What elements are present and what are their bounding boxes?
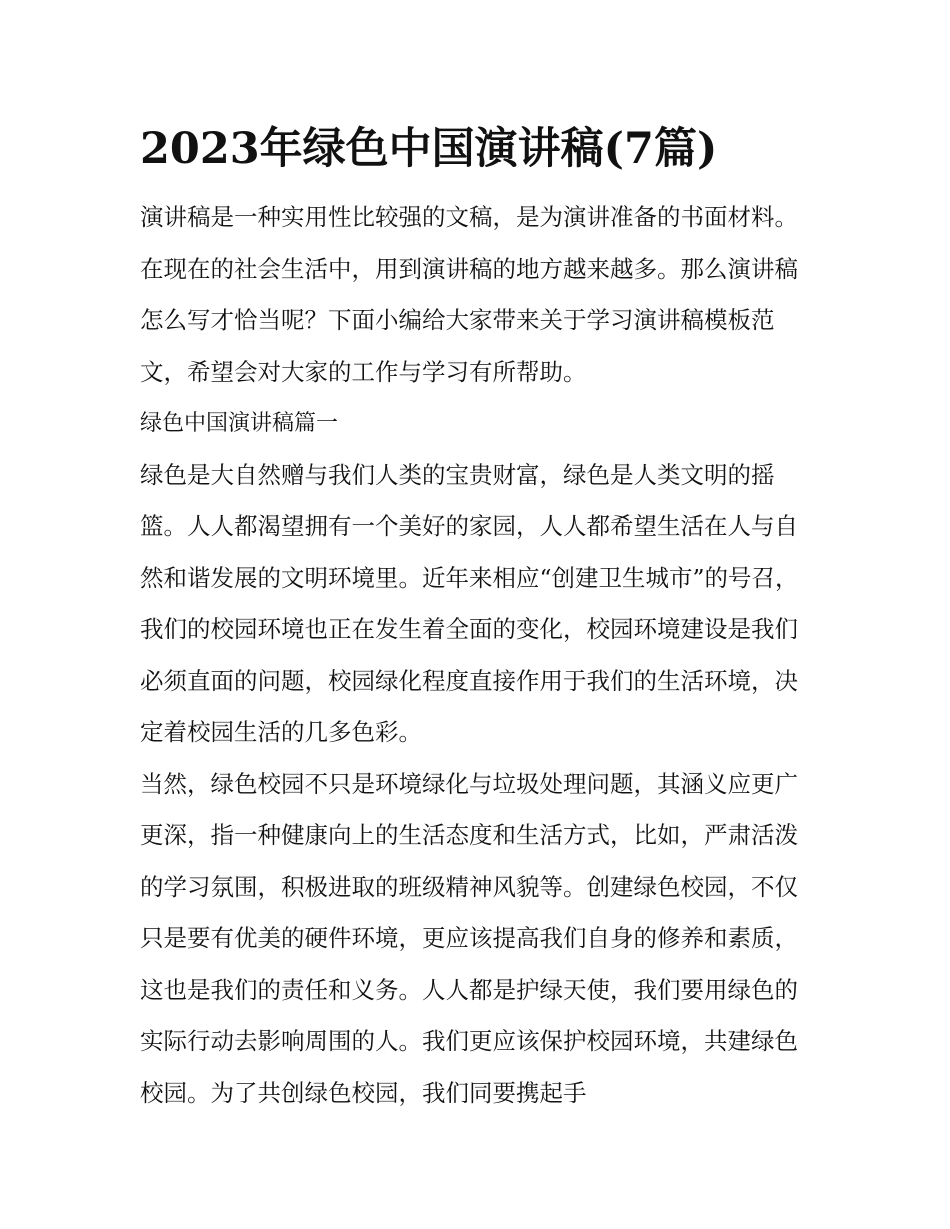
document-body [140, 118, 820, 1119]
body-paragraph-1: 绿色是大自然赠与我们人类的宝贵财富，绿色是人类文明的摇篮。人人都渴望拥有一个美好的家园，人人都希望生活在人与自然和谐发展的文明环境里。近年来相应“创建卫生城市”的号召，我们的校园环境也正在发生着全面的变化，校园环境建设是我们必须直面的问题，校园绿化程度直接作用于我们的生活环境，决定着校园生活的几多色彩。 [140, 460, 799, 746]
body-paragraph-2: 当然，绿色校园不只是环境绿化与垃圾处理问题，其涵义应更广更深，指一种健康向上的生活态度和生活方式，比如，严肃活泼的学习氛围，积极进取的班级精神风貌等。创建绿色校园，不仅只是要有优美的硬件环境，更应该提高我们自身的修养和素质，这也是我们的责任和义务。人人都是护绿天使，我们要用绿色的实际行动去影响周围的人。我们更应该保护校园环境，共建绿色校园。为了共创绿色校园，我们同要携起手 [140, 769, 798, 1107]
intro-paragraph: 演讲稿是一种实用性比较强的文稿，是为演讲准备的书面材料。在现在的社会生活中，用到演讲稿的地方越来越多。那么演讲稿怎么写才恰当呢？下面小编给大家带来关于学习演讲稿模板范文，希望会对大家的工作与学习有所帮助。 [140, 203, 798, 386]
document-title: 2023年绿色中国演讲稿(7篇) [140, 124, 718, 174]
section-heading: 绿色中国演讲稿篇一 [140, 411, 339, 436]
